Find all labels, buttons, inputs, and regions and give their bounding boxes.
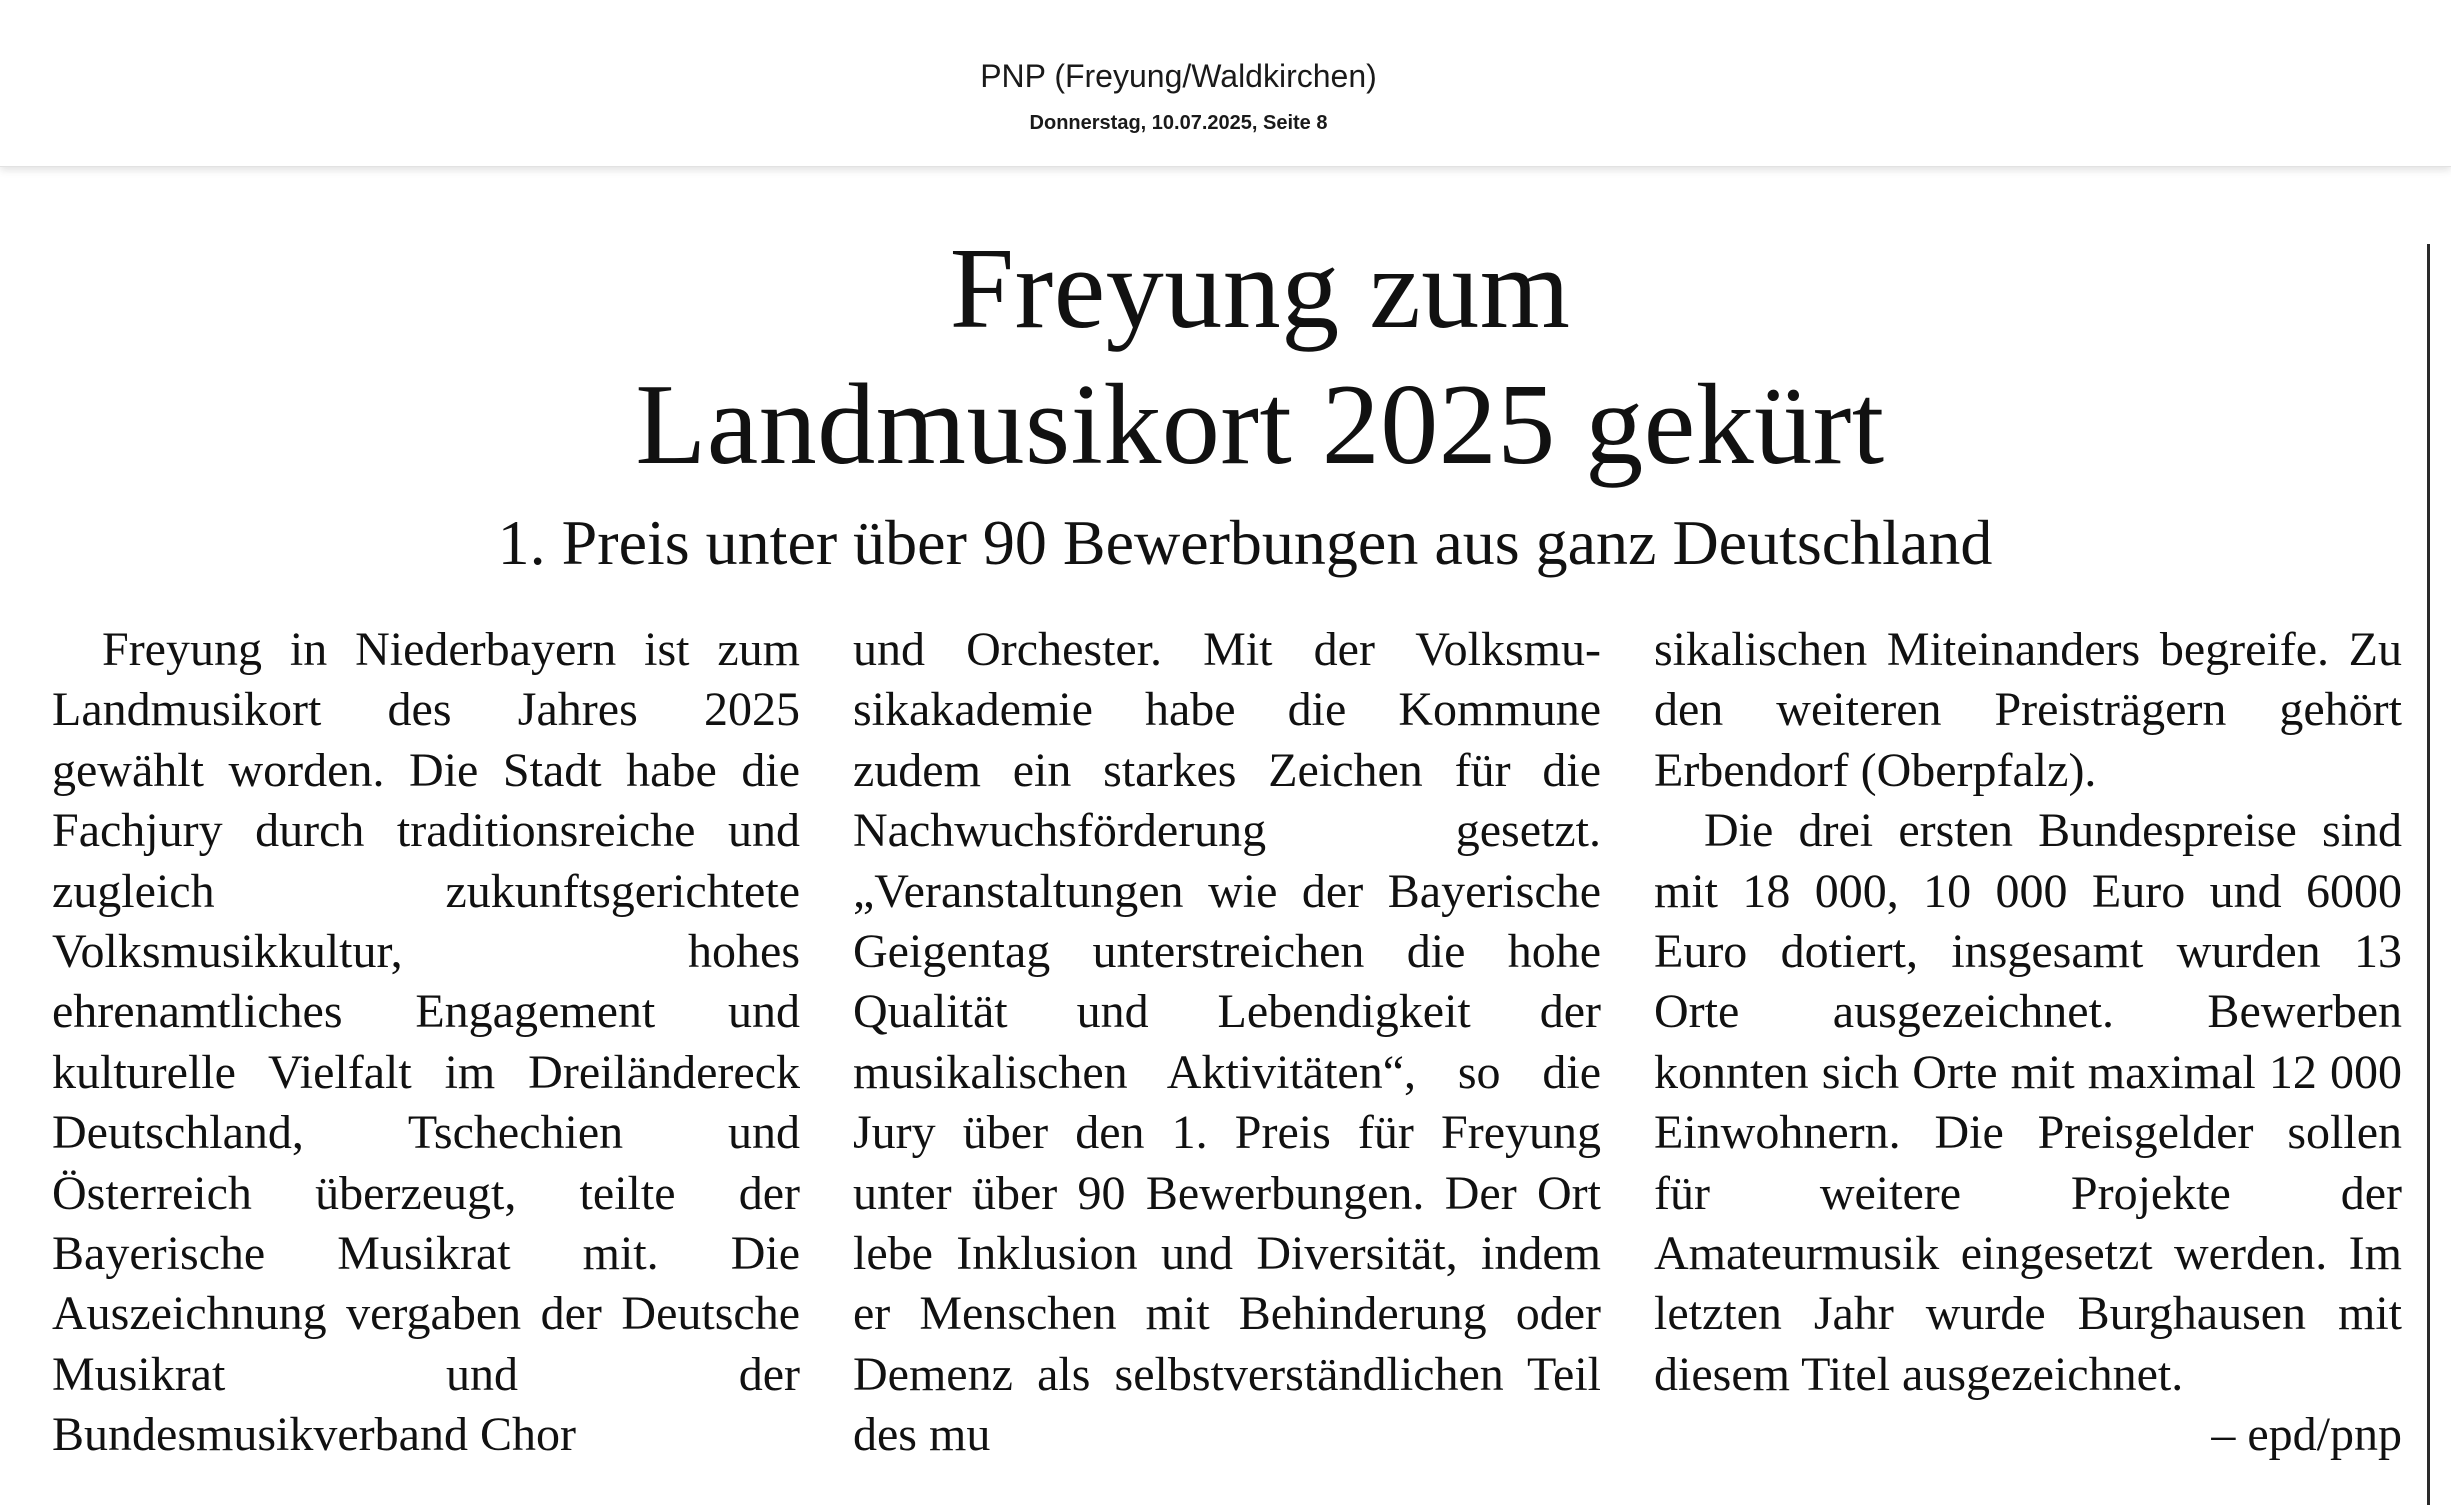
headline-line-1: Freyung zum bbox=[949, 225, 1571, 353]
author-signature: – epd/pnp bbox=[2211, 1408, 2402, 1462]
article bbox=[0, 166, 2451, 1505]
headline-line-2: Landmusikort 2025 gekürt bbox=[635, 361, 1885, 489]
column-1-text: Freyung in Niederbayern ist zum Landmusikort des Jahres 2025 gewählt worden. Die Stadt habe die Fachjury durch traditionsreiche und zugleich zukunftsgerichtete Volksmusikkultur, hohes ehrenamtliches Engagement und kulturelle Vielfalt im Dreiländereck Deutschland, Tschechien und Österreich überzeugt, teilte der Bayerische Musikrat mit. Die Auszeichnung vergaben der Deutsche Musikrat und der Bundesmusikverband Chor bbox=[52, 623, 800, 1462]
issue-date-page: Donnerstag, 10.07.2025, Seite 8 bbox=[1029, 112, 1328, 134]
column-3-paragraph-1: sikalischen Miteinanders begreife. Zu den weiteren Preisträgern gehört Erbendorf (Oberpfalz). bbox=[1654, 623, 2402, 797]
column-2-text: und Orchester. Mit der Volksmusikakademie habe die Kommune zudem ein starkes Zeichen für die Nachwuchsförderung gesetzt. „Veranstaltungen wie der Bayerische Geigentag unterstreichen die hohe Qualität und Lebendigkeit der musikalischen Aktivitäten“, so die Jury über den 1. Preis für Freyung unter über 90 Bewerbungen. Der Ort lebe Inklusion und Diversität, indem er Menschen mit Behinderung oder Demenz als selbstverständlichen Teil des mu bbox=[853, 623, 1601, 1462]
article-column-3 bbox=[1654, 620, 2402, 1466]
document-header-bar bbox=[0, 0, 2451, 167]
column-3-paragraph-2 bbox=[1654, 801, 2402, 1462]
subheadline: 1. Preis unter über 90 Bewerbungen aus ganz Deutschland bbox=[497, 507, 1993, 578]
headline bbox=[40, 221, 2451, 493]
column-3-paragraph-2-text: Die drei ersten Bundespreise sind mit 18 000, 10 000 Euro und 6000 Euro dotiert, insgesamt wurden 13 Orte ausgezeichnet. Bewerben konnten sich Orte mit maximal 12 000 Einwohnern. Die Preisgelder sollen für weitere Projekte der Amateurmusik eingesetzt werden. Im letzten Jahr wurde Burghausen mit diesem Titel ausgezeichnet. bbox=[1654, 804, 2402, 1401]
publication-title: PNP (Freyung/Waldkirchen) bbox=[980, 58, 1377, 94]
article-column-2 bbox=[853, 620, 1601, 1466]
article-column-1 bbox=[52, 620, 800, 1466]
